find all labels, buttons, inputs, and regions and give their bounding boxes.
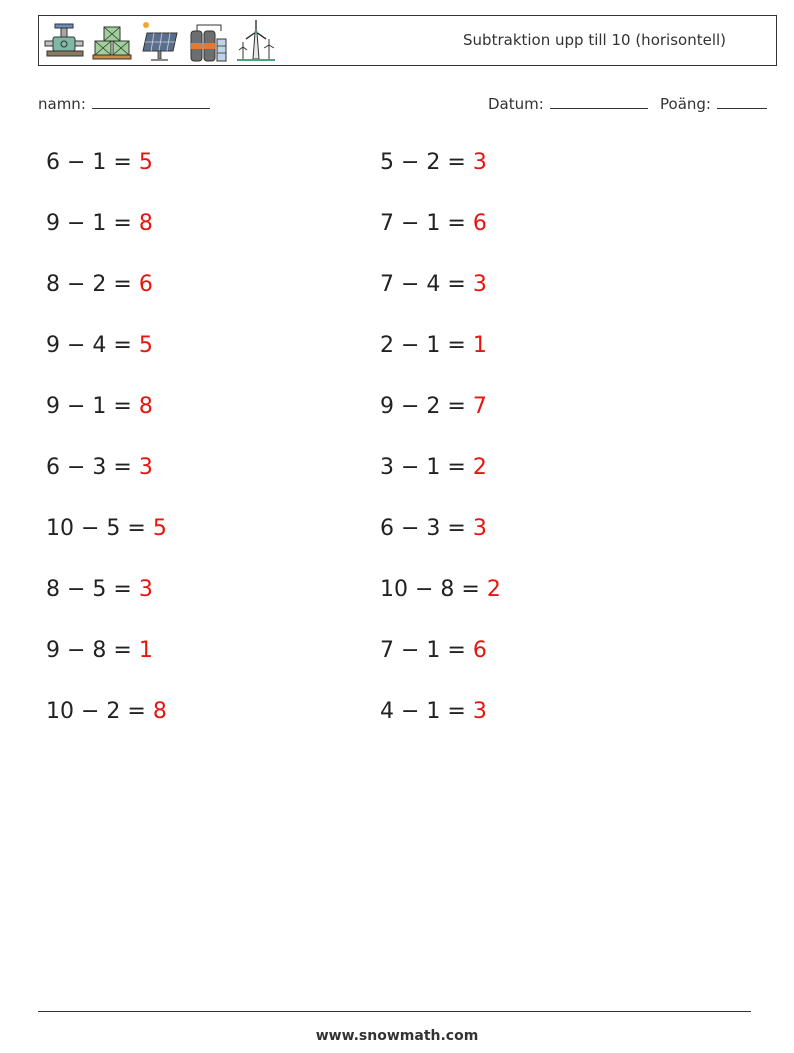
problem-answer: 6 <box>472 638 487 663</box>
problem-left-7 <box>46 514 167 544</box>
date-field[interactable] <box>488 94 648 113</box>
problem-expression: 2 − 1 = <box>380 333 473 358</box>
problem-answer: 5 <box>138 333 153 358</box>
name-line[interactable] <box>92 94 210 109</box>
score-label: Poäng: <box>660 95 711 113</box>
date-label: Datum: <box>488 95 544 113</box>
problem-expression: 8 − 5 = <box>46 577 139 602</box>
problem-answer: 8 <box>138 394 153 419</box>
date-line[interactable] <box>550 94 648 109</box>
score-field[interactable] <box>660 94 767 113</box>
problem-right-3 <box>380 270 487 300</box>
problem-left-5 <box>46 392 153 422</box>
problem-left-6 <box>46 453 153 483</box>
worksheet-title: Subtraktion upp till 10 (horisontell) <box>463 31 726 49</box>
problem-left-1 <box>46 148 153 178</box>
problem-answer: 6 <box>138 272 153 297</box>
problem-answer: 3 <box>472 699 487 724</box>
problem-expression: 10 − 5 = <box>46 516 153 541</box>
problem-left-10 <box>46 697 167 727</box>
problem-expression: 6 − 3 = <box>46 455 139 480</box>
problem-left-9 <box>46 636 153 666</box>
wind-turbine-icon <box>235 19 277 63</box>
problem-answer: 3 <box>472 150 487 175</box>
solar-panel-icon <box>139 19 181 63</box>
problem-left-3 <box>46 270 153 300</box>
problem-right-4 <box>380 331 487 361</box>
name-label: namn: <box>38 95 86 113</box>
problem-answer: 8 <box>138 211 153 236</box>
problem-answer: 3 <box>138 577 153 602</box>
problem-answer: 7 <box>472 394 487 419</box>
problem-expression: 9 − 2 = <box>380 394 473 419</box>
score-line[interactable] <box>717 94 767 109</box>
problem-answer: 6 <box>472 211 487 236</box>
header-icons <box>43 19 277 63</box>
gas-cylinders-icon <box>187 19 229 63</box>
problem-expression: 6 − 3 = <box>380 516 473 541</box>
footer-url[interactable]: www.snowmath.com <box>315 1028 479 1044</box>
problem-expression: 5 − 2 = <box>380 150 473 175</box>
problem-expression: 4 − 1 = <box>380 699 473 724</box>
problem-right-8 <box>380 575 501 605</box>
problem-expression: 7 − 1 = <box>380 638 473 663</box>
problem-answer: 5 <box>138 150 153 175</box>
problem-expression: 9 − 4 = <box>46 333 139 358</box>
problem-answer: 3 <box>472 516 487 541</box>
pump-icon <box>43 19 85 63</box>
problem-expression: 7 − 4 = <box>380 272 473 297</box>
problem-answer: 2 <box>486 577 501 602</box>
problem-answer: 1 <box>472 333 487 358</box>
problem-right-10 <box>380 697 487 727</box>
problem-expression: 10 − 8 = <box>380 577 487 602</box>
problem-expression: 9 − 1 = <box>46 211 139 236</box>
problem-right-6 <box>380 453 487 483</box>
problem-answer: 3 <box>138 455 153 480</box>
name-field[interactable] <box>38 94 210 113</box>
problem-expression: 9 − 1 = <box>46 394 139 419</box>
problem-expression: 8 − 2 = <box>46 272 139 297</box>
problem-right-7 <box>380 514 487 544</box>
problem-expression: 9 − 8 = <box>46 638 139 663</box>
problem-left-2 <box>46 209 153 239</box>
header-box <box>38 15 777 66</box>
pallet-boxes-icon <box>91 19 133 63</box>
problem-answer: 5 <box>152 516 167 541</box>
problem-expression: 10 − 2 = <box>46 699 153 724</box>
problem-right-5 <box>380 392 487 422</box>
problem-left-8 <box>46 575 153 605</box>
problem-right-1 <box>380 148 487 178</box>
problem-right-2 <box>380 209 487 239</box>
problem-answer: 2 <box>472 455 487 480</box>
problem-expression: 7 − 1 = <box>380 211 473 236</box>
problem-answer: 1 <box>138 638 153 663</box>
problem-expression: 6 − 1 = <box>46 150 139 175</box>
problem-left-4 <box>46 331 153 361</box>
problem-answer: 8 <box>152 699 167 724</box>
footer-divider <box>38 1011 751 1012</box>
problem-answer: 3 <box>472 272 487 297</box>
problem-expression: 3 − 1 = <box>380 455 473 480</box>
problem-right-9 <box>380 636 487 666</box>
